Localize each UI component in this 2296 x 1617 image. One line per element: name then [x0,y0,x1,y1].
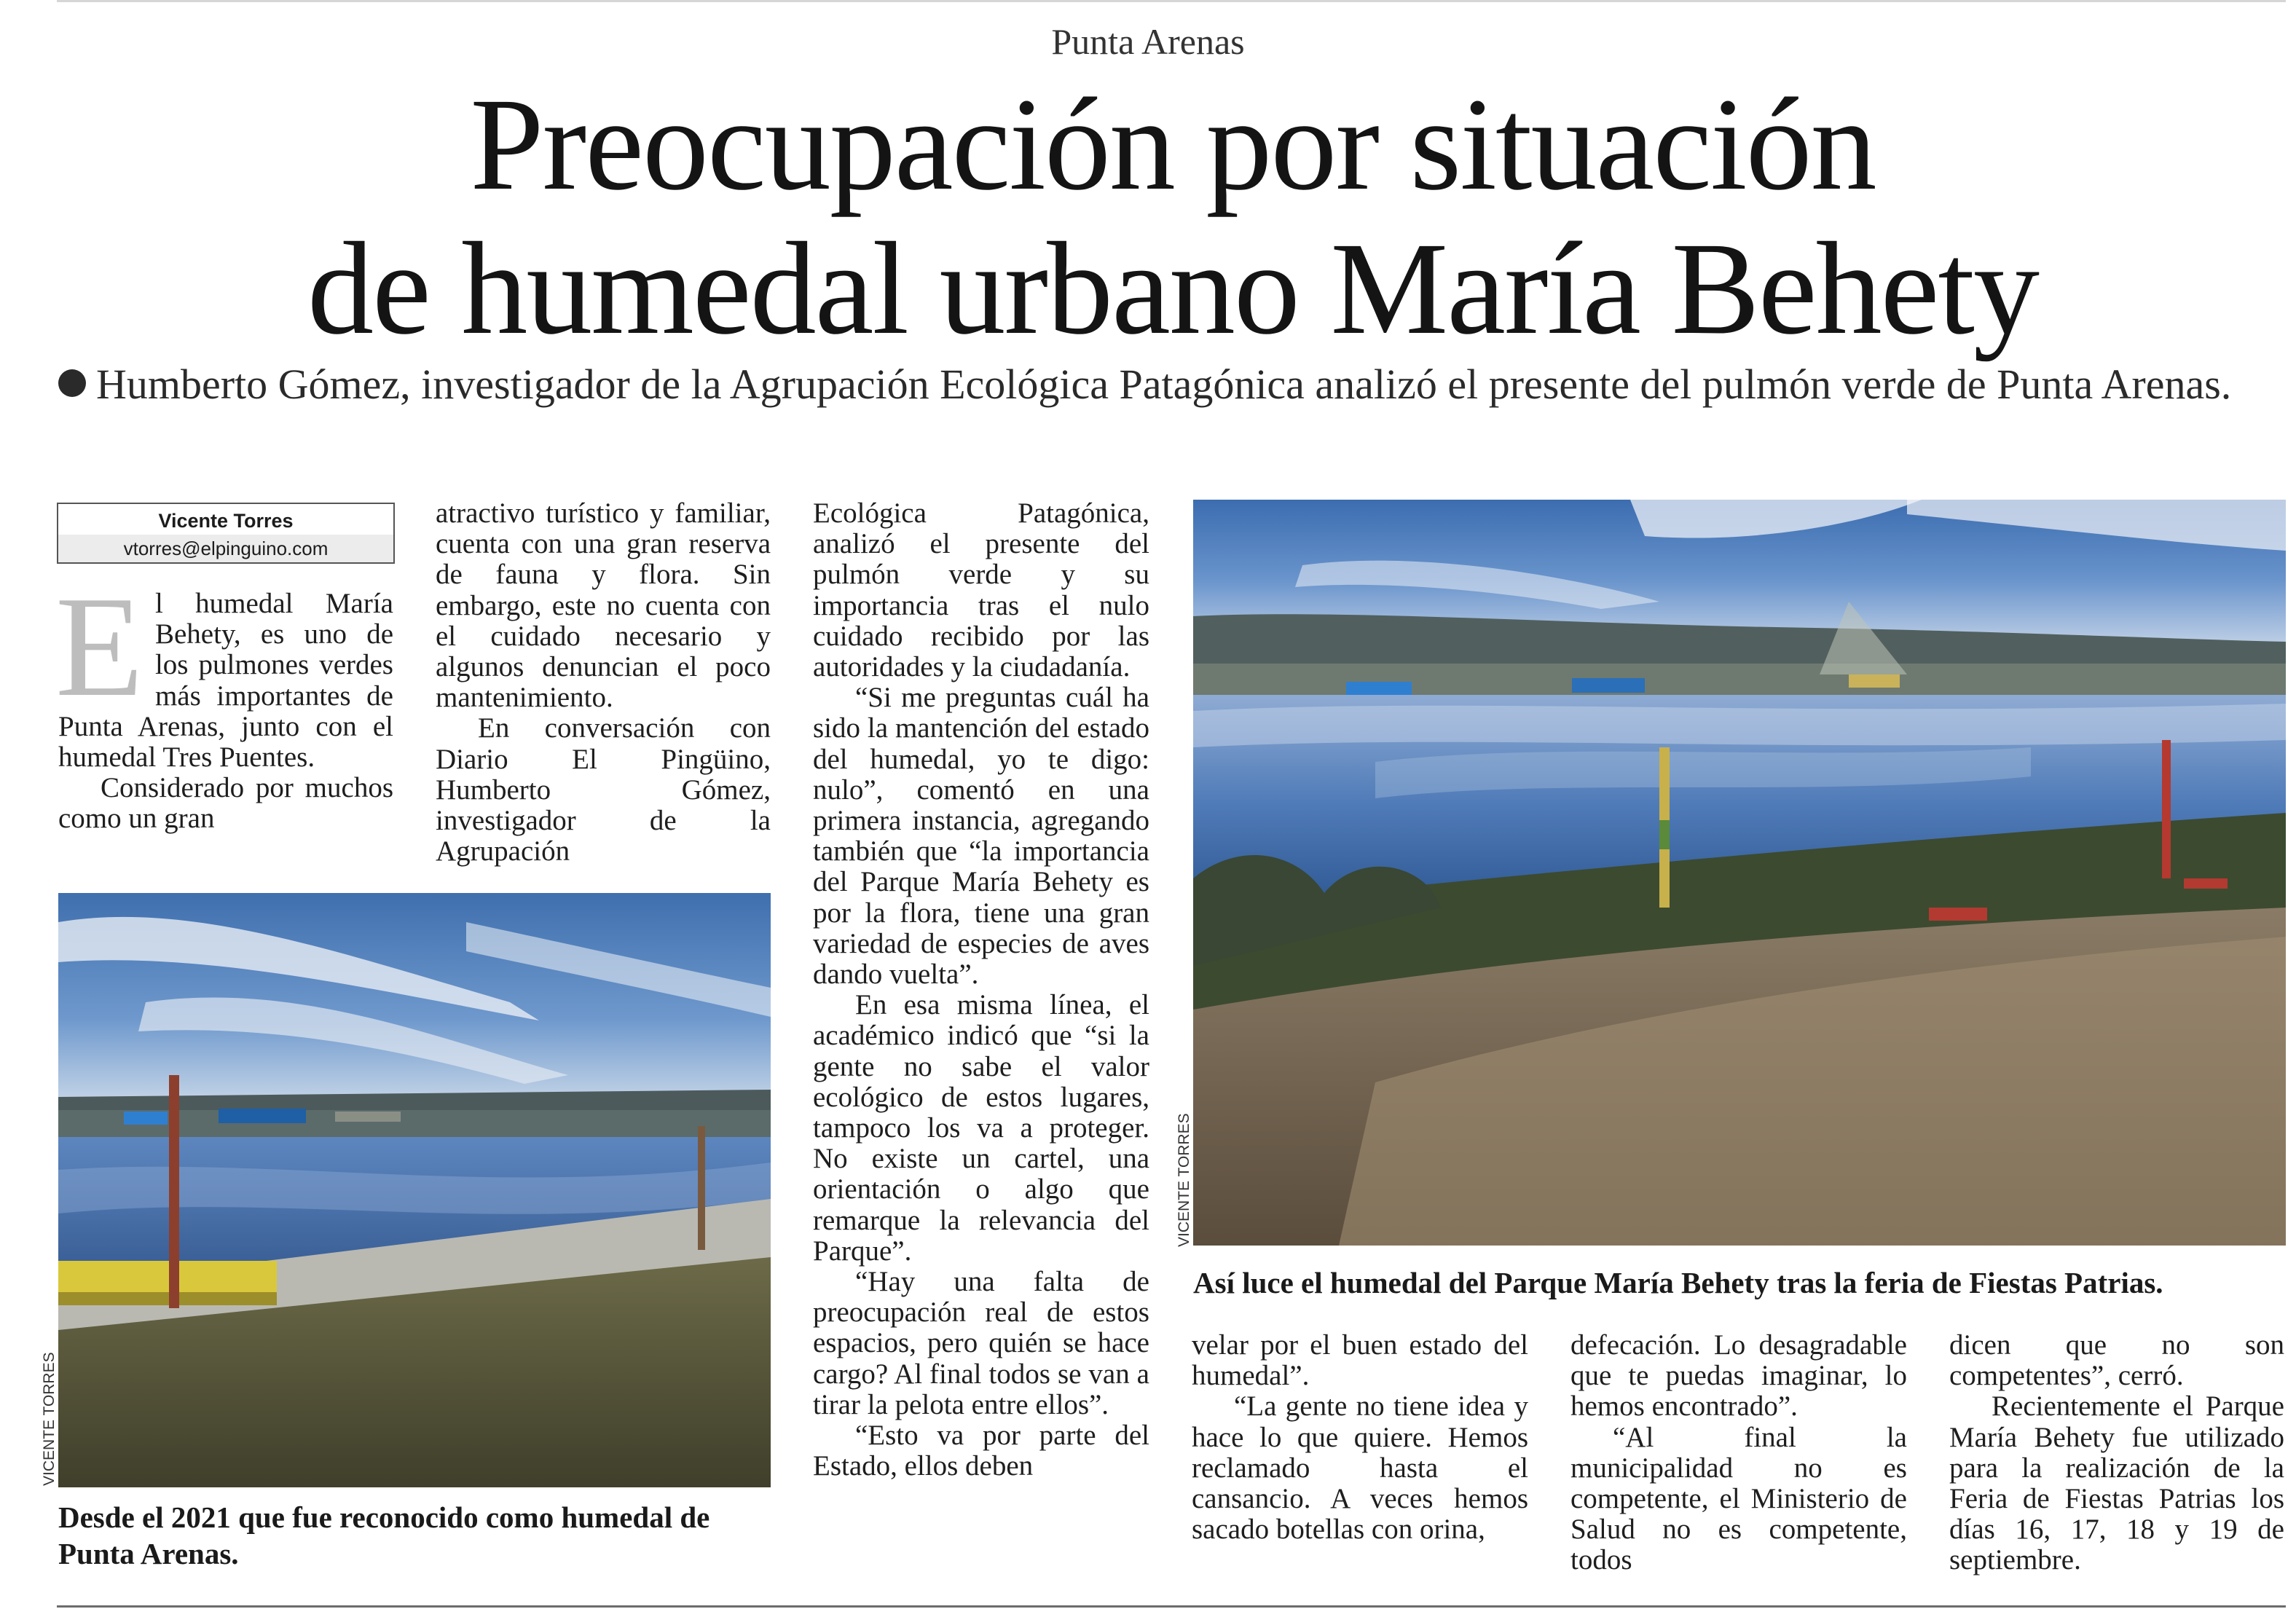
paragraph: dicen que no son competentes”, cerró. [1949,1329,2284,1392]
byline-box [57,503,395,564]
paragraph: atractivo turístico y familiar, cuenta con una gran reserva de fauna y flora. Sin embargo, este no cuenta con el cuidado necesario y algunos denuncian el poco mantenimiento. [436,497,771,714]
drop-cap: E [55,567,144,726]
photo-caption-left: Desde el 2021 que fue reconocido como humedal de Punta Arenas. [58,1500,710,1570]
bullet-icon [58,369,86,397]
deck-summary [58,361,2244,408]
byline-author: Vicente Torres [158,510,294,532]
photo-caption-right: Así luce el humedal del Parque María Behety tras la feria de Fiestas Patrias. [1193,1266,2163,1299]
article-column-5 [1570,1330,1907,1576]
paragraph: Ecológica Patagónica, analizó el presente del pulmón verde y su importancia tras el nulo cuidado recibido por las autoridades y la ciudadanía. [813,497,1149,683]
wetland-photo-left-image [58,893,771,1487]
photo-credit-right: VICENTE TORRES [1176,1113,1192,1247]
article-column-2 [436,498,771,867]
headline [44,73,2296,361]
wetland-photo-right [1193,500,2286,1246]
article-column-1 [55,567,393,835]
article-column-6 [1949,1330,2284,1576]
article-column-3 [813,498,1149,1482]
paragraph: l humedal María Behety, es uno de los pulmones verdes más importantes de Punta Arenas, junto con el humedal Tres Puentes. [58,588,393,774]
photo-credit-left: VICENTE TORRES [41,1352,58,1486]
paragraph: “Esto va por parte del Estado, ellos deben [813,1420,1149,1482]
paragraph: defecación. Lo desagradable que te puedas imaginar, lo hemos encontrado”. [1570,1329,1907,1423]
paragraph: “Hay una falta de preocupación real de estos espacios, pero quién se hace cargo? Al final todos se van a tirar la pelota entre ellos”. [813,1266,1149,1420]
paragraph: “La gente no tiene idea y hace lo que quiere. Hemos reclamado hasta el cansancio. A veces hemos sacado botellas con orina, [1192,1390,1528,1546]
wetland-photo-right-image [1193,500,2286,1246]
paragraph: “Si me preguntas cuál ha sido la mantención del estado del humedal, yo te digo: nulo”, comentó en una primera instancia, agregando también que “la importancia del Parque María Behety es por la flora, tiene una gran variedad de especies de aves dando vuelta”. [813,682,1149,991]
bottom-rule [57,1605,2286,1608]
headline-line-1: Preocupación por situación [470,71,1876,218]
headline-line-2: de humedal urbano María Behety [307,216,2038,362]
paragraph: En esa misma línea, el académico indicó que “si la gente no sabe el valor ecológico de estos lugares, tampoco los va a proteger. No existe un cartel, una orientación o algo que remarque la relevancia del Parque”. [813,989,1149,1267]
paragraph: velar por el buen estado del humedal”. [1192,1329,1528,1392]
wetland-photo-left [58,893,771,1487]
paragraph: Considerado por muchos como un gran [58,772,393,835]
deck-text: Humberto Gómez, investigador de la Agrupación Ecológica Patagónica analizó el presente del pulmón verde de Punta Arenas. [96,361,2232,408]
paragraph: En conversación con Diario El Pingüino, Humberto Gómez, investigador de la Agrupación [436,712,771,867]
byline-email[interactable]: vtorres@elpinguino.com [58,535,393,562]
article-column-4 [1192,1330,1528,1545]
top-rule [57,0,2286,2]
section-label: Punta Arenas [1051,21,1245,62]
paragraph: Recientemente el Parque María Behety fue utilizado para la realización de la Feria de Fiestas Patrias los días 16, 17, 18 y 19 de septiembre. [1949,1390,2284,1576]
paragraph: “Al final la municipalidad no es competente, el Ministerio de Salud no es competente, todos [1570,1421,1907,1576]
